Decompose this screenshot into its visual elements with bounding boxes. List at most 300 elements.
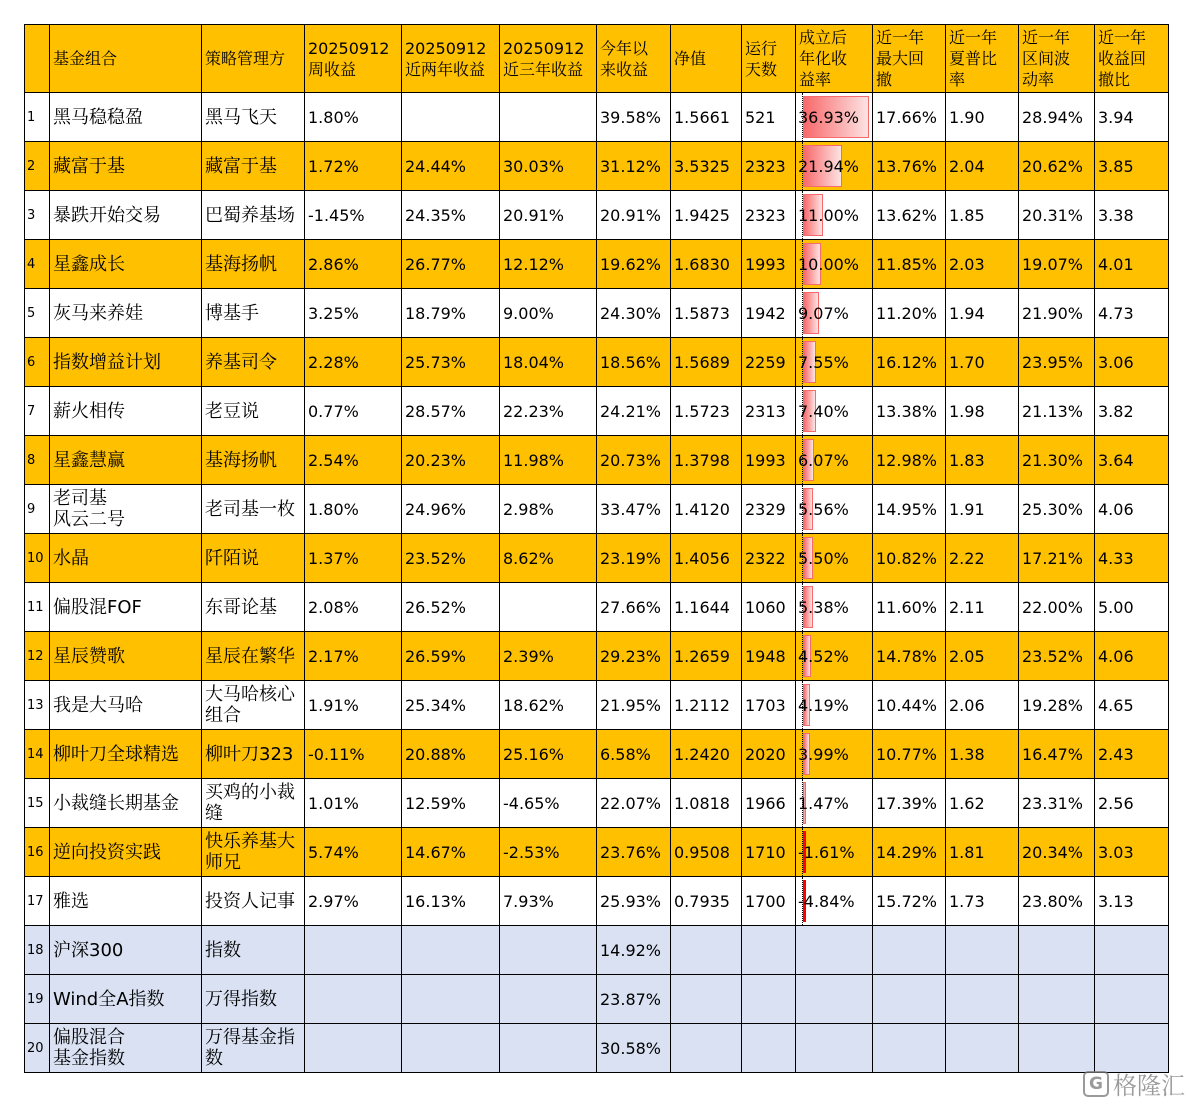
running-days-cell: 1710 — [742, 828, 796, 877]
manager-name-cell: 大马哈核心组合 — [202, 681, 305, 730]
manager-name-cell: 巴蜀养基场 — [202, 191, 305, 240]
fund-name-cell: 黑马稳稳盈 — [50, 93, 202, 142]
running-days-cell: 1942 — [742, 289, 796, 338]
annualized-return-cell — [796, 632, 873, 681]
row-index-cell: 2 — [25, 142, 50, 191]
volatility-cell — [1019, 926, 1095, 975]
manager-name-cell: 万得基金指数 — [202, 1024, 305, 1073]
three-year-return-cell: 30.03% — [500, 142, 597, 191]
annualized-return-value: 9.07% — [798, 303, 849, 323]
ytd-return-cell: 33.47% — [597, 485, 671, 534]
fund-name-cell: 偏股混合 基金指数 — [50, 1024, 202, 1073]
max-drawdown-cell: 15.72% — [873, 877, 946, 926]
col-volatility-header: 近一年 区间波 动率 — [1019, 25, 1095, 93]
fund-name-cell: 薪火相传 — [50, 387, 202, 436]
two-year-return-cell: 20.23% — [402, 436, 500, 485]
fund-name-cell: 星辰赞歌 — [50, 632, 202, 681]
nav-value-cell: 3.5325 — [671, 142, 742, 191]
index-row — [25, 975, 1169, 1024]
manager-name-cell: 指数 — [202, 926, 305, 975]
col-two-year-return-header: 20250912 近两年收益 — [402, 25, 500, 93]
volatility-cell: 21.30% — [1019, 436, 1095, 485]
volatility-cell: 21.13% — [1019, 387, 1095, 436]
sharpe-ratio-cell: 1.85 — [946, 191, 1019, 240]
two-year-return-cell: 25.34% — [402, 681, 500, 730]
manager-name-cell: 博基手 — [202, 289, 305, 338]
max-drawdown-cell: 10.82% — [873, 534, 946, 583]
max-drawdown-cell: 11.20% — [873, 289, 946, 338]
nav-value-cell: 1.5873 — [671, 289, 742, 338]
max-drawdown-cell: 13.62% — [873, 191, 946, 240]
return-drawdown-ratio-cell: 3.13 — [1095, 877, 1169, 926]
sharpe-ratio-cell: 2.03 — [946, 240, 1019, 289]
annualized-return-cell — [796, 730, 873, 779]
table-row — [25, 583, 1169, 632]
max-drawdown-cell: 10.44% — [873, 681, 946, 730]
manager-name-cell: 柳叶刀323 — [202, 730, 305, 779]
ytd-return-cell: 20.73% — [597, 436, 671, 485]
two-year-return-cell: 25.73% — [402, 338, 500, 387]
return-drawdown-ratio-cell: 4.06 — [1095, 632, 1169, 681]
two-year-return-cell: 24.35% — [402, 191, 500, 240]
manager-name-cell: 买鸡的小裁缝 — [202, 779, 305, 828]
col-max-drawdown-header: 近一年 最大回 撤 — [873, 25, 946, 93]
col-sharpe-ratio-header: 近一年 夏普比 率 — [946, 25, 1019, 93]
week-return-cell: 2.86% — [305, 240, 402, 289]
three-year-return-cell: 18.04% — [500, 338, 597, 387]
nav-value-cell: 0.9508 — [671, 828, 742, 877]
running-days-cell: 1993 — [742, 240, 796, 289]
two-year-return-cell — [402, 93, 500, 142]
two-year-return-cell — [402, 975, 500, 1024]
annualized-return-value: 5.38% — [798, 597, 849, 617]
return-drawdown-ratio-cell — [1095, 975, 1169, 1024]
return-drawdown-ratio-cell: 2.43 — [1095, 730, 1169, 779]
header-row — [25, 25, 1169, 93]
fund-name-cell: 藏富于基 — [50, 142, 202, 191]
sharpe-ratio-cell: 2.06 — [946, 681, 1019, 730]
two-year-return-cell: 26.52% — [402, 583, 500, 632]
sharpe-ratio-cell: 1.94 — [946, 289, 1019, 338]
running-days-cell: 1060 — [742, 583, 796, 632]
col-week-return-header: 20250912 周收益 — [305, 25, 402, 93]
running-days-cell: 1703 — [742, 681, 796, 730]
week-return-cell: 1.80% — [305, 93, 402, 142]
row-index-cell: 7 — [25, 387, 50, 436]
ytd-return-cell: 24.21% — [597, 387, 671, 436]
week-return-cell: 2.28% — [305, 338, 402, 387]
row-index-cell: 18 — [25, 926, 50, 975]
nav-value-cell: 1.2420 — [671, 730, 742, 779]
return-drawdown-ratio-cell: 4.06 — [1095, 485, 1169, 534]
week-return-cell — [305, 975, 402, 1024]
max-drawdown-cell: 14.29% — [873, 828, 946, 877]
running-days-cell: 2329 — [742, 485, 796, 534]
max-drawdown-cell: 10.77% — [873, 730, 946, 779]
annualized-return-value: 7.40% — [798, 401, 849, 421]
week-return-cell: 2.97% — [305, 877, 402, 926]
ytd-return-cell: 21.95% — [597, 681, 671, 730]
three-year-return-cell — [500, 583, 597, 632]
ytd-return-cell: 27.66% — [597, 583, 671, 632]
sharpe-ratio-cell: 1.91 — [946, 485, 1019, 534]
manager-name-cell: 快乐养基大师兄 — [202, 828, 305, 877]
fund-name-cell: 偏股混FOF — [50, 583, 202, 632]
max-drawdown-cell: 13.38% — [873, 387, 946, 436]
three-year-return-cell: 7.93% — [500, 877, 597, 926]
volatility-cell: 23.80% — [1019, 877, 1095, 926]
fund-name-cell: 老司基 风云二号 — [50, 485, 202, 534]
max-drawdown-cell: 17.39% — [873, 779, 946, 828]
max-drawdown-cell: 16.12% — [873, 338, 946, 387]
table-row — [25, 387, 1169, 436]
col-nav-header: 净值 — [671, 25, 742, 93]
annualized-return-value: 5.50% — [798, 548, 849, 568]
ytd-return-cell: 22.07% — [597, 779, 671, 828]
sharpe-ratio-cell: 1.98 — [946, 387, 1019, 436]
table-row — [25, 142, 1169, 191]
volatility-cell: 23.52% — [1019, 632, 1095, 681]
return-drawdown-ratio-cell: 3.82 — [1095, 387, 1169, 436]
two-year-return-cell: 24.44% — [402, 142, 500, 191]
three-year-return-cell: -4.65% — [500, 779, 597, 828]
fund-name-cell: 指数增益计划 — [50, 338, 202, 387]
sharpe-ratio-cell: 1.83 — [946, 436, 1019, 485]
two-year-return-cell: 16.13% — [402, 877, 500, 926]
table-row — [25, 436, 1169, 485]
volatility-cell: 21.90% — [1019, 289, 1095, 338]
manager-name-cell: 万得指数 — [202, 975, 305, 1024]
manager-name-cell: 基海扬帆 — [202, 240, 305, 289]
return-drawdown-ratio-cell: 3.64 — [1095, 436, 1169, 485]
volatility-cell: 22.00% — [1019, 583, 1095, 632]
annualized-return-cell — [796, 93, 873, 142]
manager-name-cell: 投资人记事 — [202, 877, 305, 926]
week-return-cell: 2.54% — [305, 436, 402, 485]
nav-value-cell: 1.1644 — [671, 583, 742, 632]
running-days-cell: 2323 — [742, 191, 796, 240]
manager-name-cell: 基海扬帆 — [202, 436, 305, 485]
volatility-cell: 20.34% — [1019, 828, 1095, 877]
annualized-return-cell — [796, 387, 873, 436]
return-drawdown-ratio-cell: 4.01 — [1095, 240, 1169, 289]
week-return-cell: -1.45% — [305, 191, 402, 240]
three-year-return-cell — [500, 975, 597, 1024]
two-year-return-cell: 26.77% — [402, 240, 500, 289]
three-year-return-cell: 2.98% — [500, 485, 597, 534]
week-return-cell: 1.37% — [305, 534, 402, 583]
max-drawdown-cell: 11.60% — [873, 583, 946, 632]
annualized-return-cell — [796, 142, 873, 191]
row-index-cell: 12 — [25, 632, 50, 681]
nav-value-cell — [671, 1024, 742, 1073]
annualized-return-value: 1.47% — [798, 793, 849, 813]
two-year-return-cell: 26.59% — [402, 632, 500, 681]
annualized-return-cell — [796, 240, 873, 289]
table-row — [25, 191, 1169, 240]
col-three-year-return-header: 20250912 近三年收益 — [500, 25, 597, 93]
table-row — [25, 877, 1169, 926]
annualized-return-cell — [796, 828, 873, 877]
three-year-return-cell: 25.16% — [500, 730, 597, 779]
manager-name-cell: 星辰在繁华 — [202, 632, 305, 681]
week-return-cell: 1.91% — [305, 681, 402, 730]
nav-value-cell: 1.2112 — [671, 681, 742, 730]
annualized-return-value: 36.93% — [798, 107, 860, 127]
three-year-return-cell: 22.23% — [500, 387, 597, 436]
ytd-return-cell: 14.92% — [597, 926, 671, 975]
annualized-return-value: 7.55% — [798, 352, 849, 372]
max-drawdown-cell: 12.98% — [873, 436, 946, 485]
nav-value-cell: 1.2659 — [671, 632, 742, 681]
annualized-return-value: -4.84% — [798, 891, 855, 911]
ytd-return-cell: 30.58% — [597, 1024, 671, 1073]
return-drawdown-ratio-cell: 4.73 — [1095, 289, 1169, 338]
ytd-return-cell: 31.12% — [597, 142, 671, 191]
return-drawdown-ratio-cell — [1095, 926, 1169, 975]
row-index-cell: 8 — [25, 436, 50, 485]
sharpe-ratio-cell: 2.22 — [946, 534, 1019, 583]
col-running-days-header: 运行 天数 — [742, 25, 796, 93]
sharpe-ratio-cell: 2.05 — [946, 632, 1019, 681]
running-days-cell: 1700 — [742, 877, 796, 926]
annualized-return-cell — [796, 436, 873, 485]
sharpe-ratio-cell — [946, 926, 1019, 975]
two-year-return-cell — [402, 1024, 500, 1073]
row-index-cell: 10 — [25, 534, 50, 583]
two-year-return-cell: 20.88% — [402, 730, 500, 779]
row-index-cell: 20 — [25, 1024, 50, 1073]
row-index-cell: 9 — [25, 485, 50, 534]
row-index-cell: 13 — [25, 681, 50, 730]
fund-name-cell: 水晶 — [50, 534, 202, 583]
row-index-cell: 17 — [25, 877, 50, 926]
watermark-text: 格隆汇 — [1113, 1072, 1185, 1100]
week-return-cell: 1.80% — [305, 485, 402, 534]
three-year-return-cell: 18.62% — [500, 681, 597, 730]
volatility-cell: 19.28% — [1019, 681, 1095, 730]
two-year-return-cell: 12.59% — [402, 779, 500, 828]
return-drawdown-ratio-cell: 4.33 — [1095, 534, 1169, 583]
row-index-cell: 1 — [25, 93, 50, 142]
manager-name-cell: 黑马飞天 — [202, 93, 305, 142]
volatility-cell: 20.62% — [1019, 142, 1095, 191]
volatility-cell: 28.94% — [1019, 93, 1095, 142]
table-row — [25, 730, 1169, 779]
fund-name-cell: Wind全A指数 — [50, 975, 202, 1024]
col-return-drawdown-ratio-header: 近一年 收益回 撤比 — [1095, 25, 1169, 93]
sharpe-ratio-cell — [946, 975, 1019, 1024]
annualized-return-value: 6.07% — [798, 450, 849, 470]
ytd-return-cell: 24.30% — [597, 289, 671, 338]
table-row — [25, 485, 1169, 534]
index-row — [25, 926, 1169, 975]
running-days-cell: 1966 — [742, 779, 796, 828]
manager-name-cell: 老豆说 — [202, 387, 305, 436]
three-year-return-cell: 2.39% — [500, 632, 597, 681]
running-days-cell: 2323 — [742, 142, 796, 191]
return-drawdown-ratio-cell: 3.38 — [1095, 191, 1169, 240]
nav-value-cell: 1.5723 — [671, 387, 742, 436]
table-row — [25, 681, 1169, 730]
volatility-cell: 23.31% — [1019, 779, 1095, 828]
running-days-cell: 2259 — [742, 338, 796, 387]
running-days-cell — [742, 975, 796, 1024]
week-return-cell: 1.72% — [305, 142, 402, 191]
table-row — [25, 779, 1169, 828]
ytd-return-cell: 23.87% — [597, 975, 671, 1024]
manager-name-cell: 阡陌说 — [202, 534, 305, 583]
annualized-return-value: 10.00% — [798, 254, 860, 274]
fund-name-cell: 我是大马哈 — [50, 681, 202, 730]
annualized-return-cell — [796, 975, 873, 1024]
row-index-cell: 6 — [25, 338, 50, 387]
ytd-return-cell: 39.58% — [597, 93, 671, 142]
max-drawdown-cell: 14.95% — [873, 485, 946, 534]
max-drawdown-cell — [873, 926, 946, 975]
three-year-return-cell — [500, 1024, 597, 1073]
annualized-return-cell — [796, 877, 873, 926]
fund-name-cell: 暴跌开始交易 — [50, 191, 202, 240]
col-fund-name-header: 基金组合 — [50, 25, 202, 93]
week-return-cell: 2.08% — [305, 583, 402, 632]
table-row — [25, 534, 1169, 583]
sharpe-ratio-cell: 2.11 — [946, 583, 1019, 632]
week-return-cell: 3.25% — [305, 289, 402, 338]
table-row — [25, 93, 1169, 142]
volatility-cell: 23.95% — [1019, 338, 1095, 387]
max-drawdown-cell: 13.76% — [873, 142, 946, 191]
annualized-return-value: 4.52% — [798, 646, 849, 666]
return-drawdown-ratio-cell: 2.56 — [1095, 779, 1169, 828]
running-days-cell — [742, 1024, 796, 1073]
nav-value-cell: 1.0818 — [671, 779, 742, 828]
table-row — [25, 632, 1169, 681]
return-drawdown-ratio-cell: 4.65 — [1095, 681, 1169, 730]
running-days-cell: 2020 — [742, 730, 796, 779]
week-return-cell: 1.01% — [305, 779, 402, 828]
sharpe-ratio-cell: 1.73 — [946, 877, 1019, 926]
manager-name-cell: 藏富于基 — [202, 142, 305, 191]
row-index-cell: 3 — [25, 191, 50, 240]
fund-name-cell: 逆向投资实践 — [50, 828, 202, 877]
annualized-return-cell — [796, 1024, 873, 1073]
col-ytd-return-header: 今年以 来收益 — [597, 25, 671, 93]
col-index-header — [25, 25, 50, 93]
row-index-cell: 19 — [25, 975, 50, 1024]
row-index-cell: 15 — [25, 779, 50, 828]
ytd-return-cell: 6.58% — [597, 730, 671, 779]
running-days-cell: 1948 — [742, 632, 796, 681]
row-index-cell: 4 — [25, 240, 50, 289]
nav-value-cell: 1.4120 — [671, 485, 742, 534]
nav-value-cell: 1.3798 — [671, 436, 742, 485]
annualized-return-cell — [796, 485, 873, 534]
max-drawdown-cell — [873, 1024, 946, 1073]
two-year-return-cell: 18.79% — [402, 289, 500, 338]
week-return-cell: -0.11% — [305, 730, 402, 779]
nav-value-cell — [671, 975, 742, 1024]
annualized-return-cell — [796, 681, 873, 730]
two-year-return-cell: 28.57% — [402, 387, 500, 436]
return-drawdown-ratio-cell: 3.06 — [1095, 338, 1169, 387]
nav-value-cell — [671, 926, 742, 975]
three-year-return-cell: 8.62% — [500, 534, 597, 583]
sharpe-ratio-cell: 1.38 — [946, 730, 1019, 779]
nav-value-cell: 1.9425 — [671, 191, 742, 240]
annualized-return-value: 3.99% — [798, 744, 849, 764]
annualized-return-cell — [796, 779, 873, 828]
sharpe-ratio-cell — [946, 1024, 1019, 1073]
three-year-return-cell: 12.12% — [500, 240, 597, 289]
return-drawdown-ratio-cell: 3.03 — [1095, 828, 1169, 877]
ytd-return-cell: 18.56% — [597, 338, 671, 387]
annualized-return-value: 5.56% — [798, 499, 849, 519]
annualized-return-cell — [796, 926, 873, 975]
fund-name-cell: 柳叶刀全球精选 — [50, 730, 202, 779]
three-year-return-cell: 11.98% — [500, 436, 597, 485]
ytd-return-cell: 23.76% — [597, 828, 671, 877]
sharpe-ratio-cell: 1.70 — [946, 338, 1019, 387]
row-index-cell: 14 — [25, 730, 50, 779]
annualized-return-cell — [796, 534, 873, 583]
row-index-cell: 16 — [25, 828, 50, 877]
three-year-return-cell: -2.53% — [500, 828, 597, 877]
sharpe-ratio-cell: 1.90 — [946, 93, 1019, 142]
nav-value-cell: 1.5661 — [671, 93, 742, 142]
index-row — [25, 1024, 1169, 1073]
two-year-return-cell: 23.52% — [402, 534, 500, 583]
table-row — [25, 240, 1169, 289]
fund-name-cell: 沪深300 — [50, 926, 202, 975]
fund-name-cell: 星鑫成长 — [50, 240, 202, 289]
fund-name-cell: 小裁缝长期基金 — [50, 779, 202, 828]
two-year-return-cell: 24.96% — [402, 485, 500, 534]
volatility-cell: 20.31% — [1019, 191, 1095, 240]
running-days-cell — [742, 926, 796, 975]
annualized-return-value: -1.61% — [798, 842, 855, 862]
max-drawdown-cell: 11.85% — [873, 240, 946, 289]
week-return-cell — [305, 926, 402, 975]
sharpe-ratio-cell: 2.04 — [946, 142, 1019, 191]
nav-value-cell: 1.5689 — [671, 338, 742, 387]
ytd-return-cell: 19.62% — [597, 240, 671, 289]
ytd-return-cell: 20.91% — [597, 191, 671, 240]
fund-name-cell: 雅选 — [50, 877, 202, 926]
ytd-return-cell: 29.23% — [597, 632, 671, 681]
annualized-return-value: 11.00% — [798, 205, 860, 225]
sharpe-ratio-cell: 1.62 — [946, 779, 1019, 828]
week-return-cell — [305, 1024, 402, 1073]
annualized-return-cell — [796, 191, 873, 240]
two-year-return-cell: 14.67% — [402, 828, 500, 877]
sharpe-ratio-cell: 1.81 — [946, 828, 1019, 877]
volatility-cell: 25.30% — [1019, 485, 1095, 534]
watermark — [1083, 1066, 1185, 1101]
running-days-cell: 2322 — [742, 534, 796, 583]
return-drawdown-ratio-cell: 3.94 — [1095, 93, 1169, 142]
col-manager-header: 策略管理方 — [202, 25, 305, 93]
nav-value-cell: 1.6830 — [671, 240, 742, 289]
week-return-cell: 0.77% — [305, 387, 402, 436]
volatility-cell: 19.07% — [1019, 240, 1095, 289]
col-annualized-return-header: 成立后 年化收 益率 — [796, 25, 873, 93]
max-drawdown-cell — [873, 975, 946, 1024]
ytd-return-cell: 25.93% — [597, 877, 671, 926]
table-row — [25, 828, 1169, 877]
running-days-cell: 521 — [742, 93, 796, 142]
running-days-cell: 2313 — [742, 387, 796, 436]
